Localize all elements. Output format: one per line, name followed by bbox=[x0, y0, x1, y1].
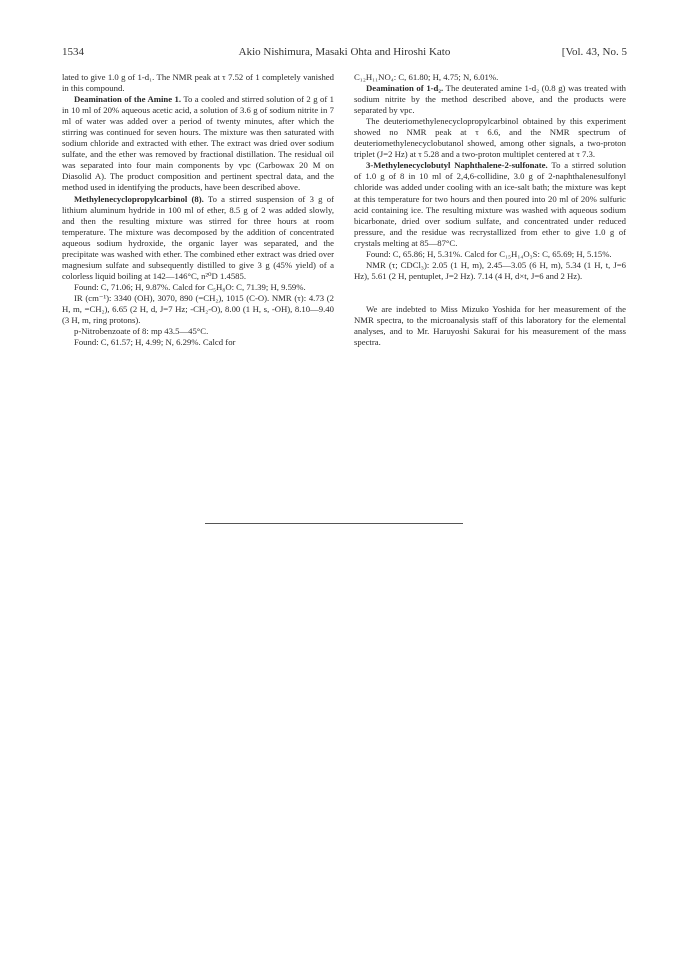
section-deamination-amine bbox=[62, 94, 334, 193]
paragraph: The deuteriomethylenecyclopropylcarbinol obtained by this experiment showed no NMR peak at τ 6.6, and the NMR spectrum of deuteriomethylenecyclobutanol showed, among other signals, a two-proton triplet (J=2 Hz) at τ 5.28 and a two-proton multiplet centered at τ 7.3. bbox=[354, 116, 626, 160]
section-title: 3-Methylenecyclobutyl Naphthalene-2-sulfonate. bbox=[366, 160, 548, 171]
page-number: 1534 bbox=[62, 46, 84, 58]
section-body: The deuterated amine 1-d₂ (0.8 g) was treated with sodium nitrite by the method described above, and the products were separated by vpc. bbox=[354, 83, 626, 116]
section-methylenecyclopropylcarbinol bbox=[62, 194, 334, 282]
derivative-mp: p-Nitrobenzoate of 8: mp 43.5—45°C. bbox=[74, 326, 209, 337]
acknowledgment: We are indebted to Miss Mizuko Yoshida for her measurement of the NMR spectra, to the microanalysis staff of this laboratory for the elemental analyses, and to Mr. Haruyoshi Sakurai for his measurement of the mass spectra. bbox=[354, 303, 626, 348]
section-body: To a stirred suspension of 3 g of lithium aluminum hydride in 100 ml of ether, 8.5 g of 2 was added slowly, and then the resulting mixture was stirred for three hours at room temperature. The mixture was decomposed by the addition of concentrated aqueous sodium hydroxide, the organic layer was separated, and the precipitate was washed with ether. The combined ether extract was dried over magnesium sulfate and subsequently distilled to give 3 g (45% yield) of a colorless liquid boiling at 142—146°C, n²⁰D 1.4585. bbox=[62, 193, 334, 281]
section-deamination-d2 bbox=[354, 83, 626, 116]
section-body: To a cooled and stirred solution of 2 g of 1 in 10 ml of 20% aqueous acetic acid, a solution of 3.6 g of sodium nitrite in 7 ml of water was added over a period of twenty minutes, after which the stirring was continued for seven hours. The mixture was then saturated with sodium chloride and extracted with ether. The extract was dried over sodium sulfate, and the ether was removed by fractional distillation. The residual oil was separated into four main components by vpc (Carbowax 20 M on Diasolid A). The product composition and pertinent spectral data, and the method used in identifying the products, have been described above. bbox=[62, 94, 335, 193]
running-header bbox=[62, 46, 627, 62]
paragraph-continuation: C₁₂H₁₁NO₄: C, 61.80; H, 4.75; N, 6.01%. bbox=[354, 72, 499, 82]
spectral-data: IR (cm⁻¹): 3340 (OH), 3070, 890 (=CH₂), 1015 (C-O). NMR (τ): 4.73 (2 H, m, =CH₂), 6.65 (2 H, d, J=7 Hz; -CH₂-O), 8.00 (1 H, s, -OH), 8.10—9.40 (3 H, m, ring protons). bbox=[62, 292, 334, 326]
nmr-data: NMR (τ; CDCl₃): 2.05 (1 H, m), 2.45—3.05 (6 H, m), 5.34 (1 H, t, J=6 Hz), 5.61 (2 H, pentuplet, J=2 Hz). 7.14 (4 H, d×t, J=6 and 2 Hz). bbox=[354, 259, 626, 281]
running-authors: Akio Nishimura, Masaki Ohta and Hiroshi Kato bbox=[238, 46, 451, 58]
paragraph-continuation: lated to give 1.0 g of 1-d₁. The NMR peak at τ 7.52 of 1 completely vanished in this compound. bbox=[62, 72, 334, 94]
section-title: Deamination of 1-d₂. bbox=[366, 83, 444, 94]
section-title: Methylenecyclopropylcarbinol (8). bbox=[74, 193, 204, 204]
section-body: To a stirred solution of 1.0 g of 8 in 10 ml of 2,4,6-collidine, 3.0 g of 2-naphthalenesulfonyl chloride was added under cooling with an ice-salt bath; the mixture was kept at this temperature for two hours and then poured into 20 ml of 20% sulfuric acid containing ice. The resulting mixture was washed with aqueous sodium bicarbonate, dried over sodium sulfate, and concentrated under reduced pressure, and the residue was recrystallized from ether to give 1.0 g of crystals melting at 85—87°C. bbox=[354, 160, 626, 248]
volume-info: [Vol. 43, No. 5 bbox=[561, 46, 627, 58]
section-title: Deamination of the Amine 1. bbox=[74, 94, 182, 105]
elemental-analysis: Found: C, 65.86; H, 5.31%. Calcd for C₁₅H₁₄O₃S: C, 65.69; H, 5.15%. bbox=[366, 248, 612, 259]
left-column bbox=[62, 72, 334, 348]
elemental-analysis: Found: C, 71.06; H, 9.87%. Calcd for C₅H₈O: C, 71.39; H, 9.59%. bbox=[74, 281, 306, 292]
right-column bbox=[354, 72, 626, 348]
spacer bbox=[354, 282, 626, 304]
section-naphthalenesulfonate bbox=[354, 160, 626, 248]
end-rule bbox=[205, 523, 463, 524]
elemental-analysis: Found: C, 61.57; H, 4.99; N, 6.29%. Calcd for bbox=[74, 337, 236, 348]
